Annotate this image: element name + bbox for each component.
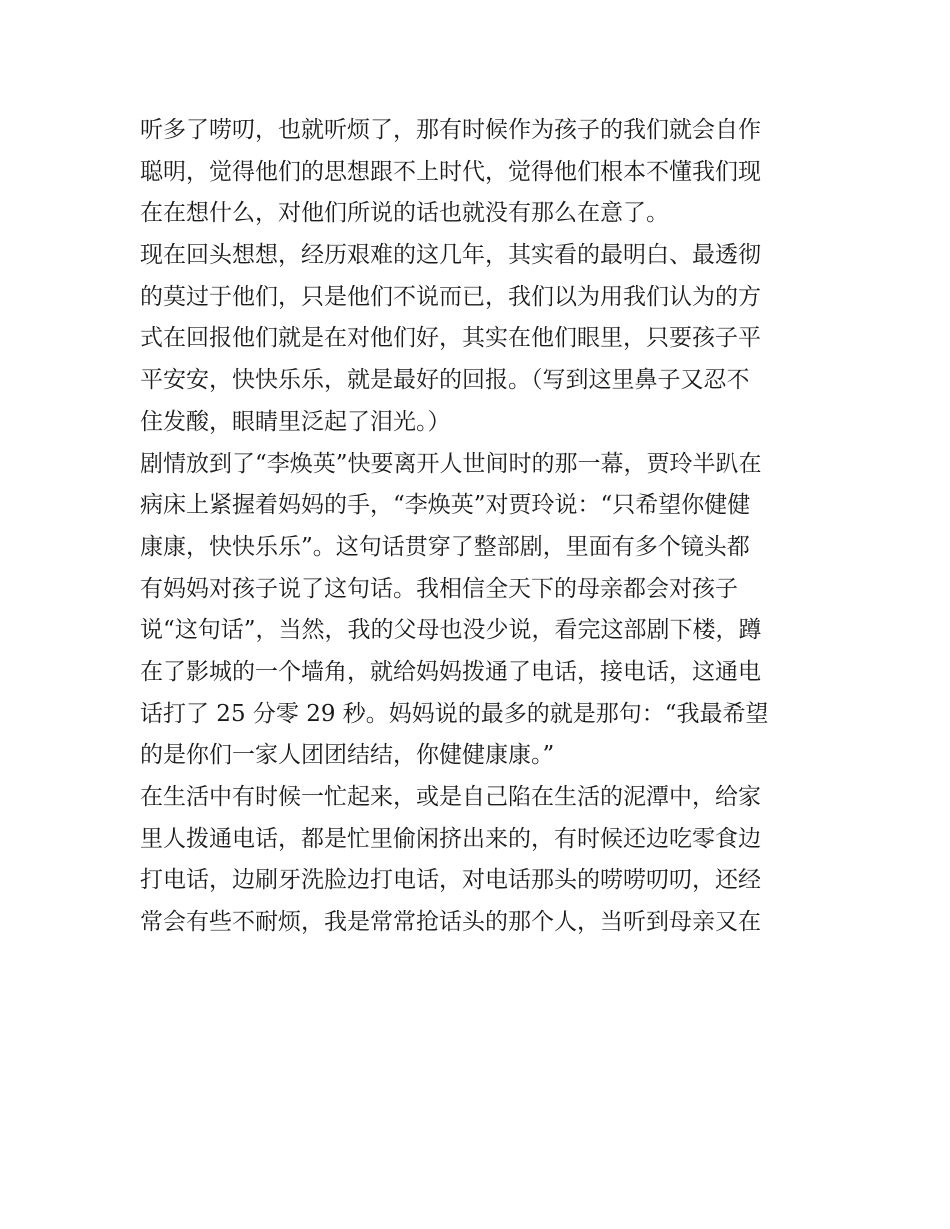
text-line: 在生活中有时候一忙起来，或是自己陷在生活的泥潭中，给家 [140, 784, 761, 810]
text-line: 话打了 25 分零 29 秒。妈妈说的最多的就是那句：“我最希望 [140, 700, 769, 727]
text-line: 在在想什么，对他们所说的话也就没有那么在意了。 [140, 200, 669, 227]
text-line: 听多了唠叨，也就听烦了，那有时候作为孩子的我们就会自作 [140, 117, 761, 143]
text-line: 剧情放到了“李焕英”快要离开人世间时的那一幕，贾玲半趴在 [140, 450, 762, 477]
text-line: 有妈妈对孩子说了这句话。我相信全天下的母亲都会对孩子 [140, 575, 738, 602]
text-line: 病床上紧握着妈妈的手，“李焕英”对贾玲说：“只希望你健健 [140, 492, 751, 519]
text-line: 说“这句话”，当然，我的父母也没少说，看完这部剧下楼，蹲 [140, 617, 762, 644]
text-line: 常会有些不耐烦，我是常常抢话头的那个人，当听到母亲又在 [140, 909, 761, 936]
text-line: 里人拨通电话，都是忙里偷闲挤出来的，有时候还边吃零食边 [140, 825, 761, 852]
text-line: 的莫过于他们，只是他们不说而已，我们以为用我们认为的方 [140, 283, 761, 310]
text-line: 住发酸，眼睛里泛起了泪光。） [140, 408, 451, 435]
text-line: 式在回报他们就是在对他们好，其实在他们眼里，只要孩子平 [140, 325, 761, 352]
text-line: 在了影城的一个墙角，就给妈妈拨通了电话，接电话，这通电 [140, 658, 761, 685]
text-line: 康康，快快乐乐”。这句话贯穿了整部剧，里面有多个镜头都 [140, 533, 750, 560]
text-line: 打电话，边刷牙洗脸边打电话，对电话那头的唠唠叨叨，还经 [140, 867, 761, 894]
text-line: 聪明，觉得他们的思想跟不上时代，觉得他们根本不懂我们现 [140, 158, 761, 185]
text-line: 的是你们一家人团团结结，你健健康康。” [140, 742, 555, 769]
text-line: 平安安，快快乐乐，就是最好的回报。（写到这里鼻子又忍不 [140, 367, 750, 394]
text-line: 现在回头想想，经历艰难的这几年，其实看的最明白、最透彻 [140, 242, 761, 269]
body-text [140, 110, 812, 944]
